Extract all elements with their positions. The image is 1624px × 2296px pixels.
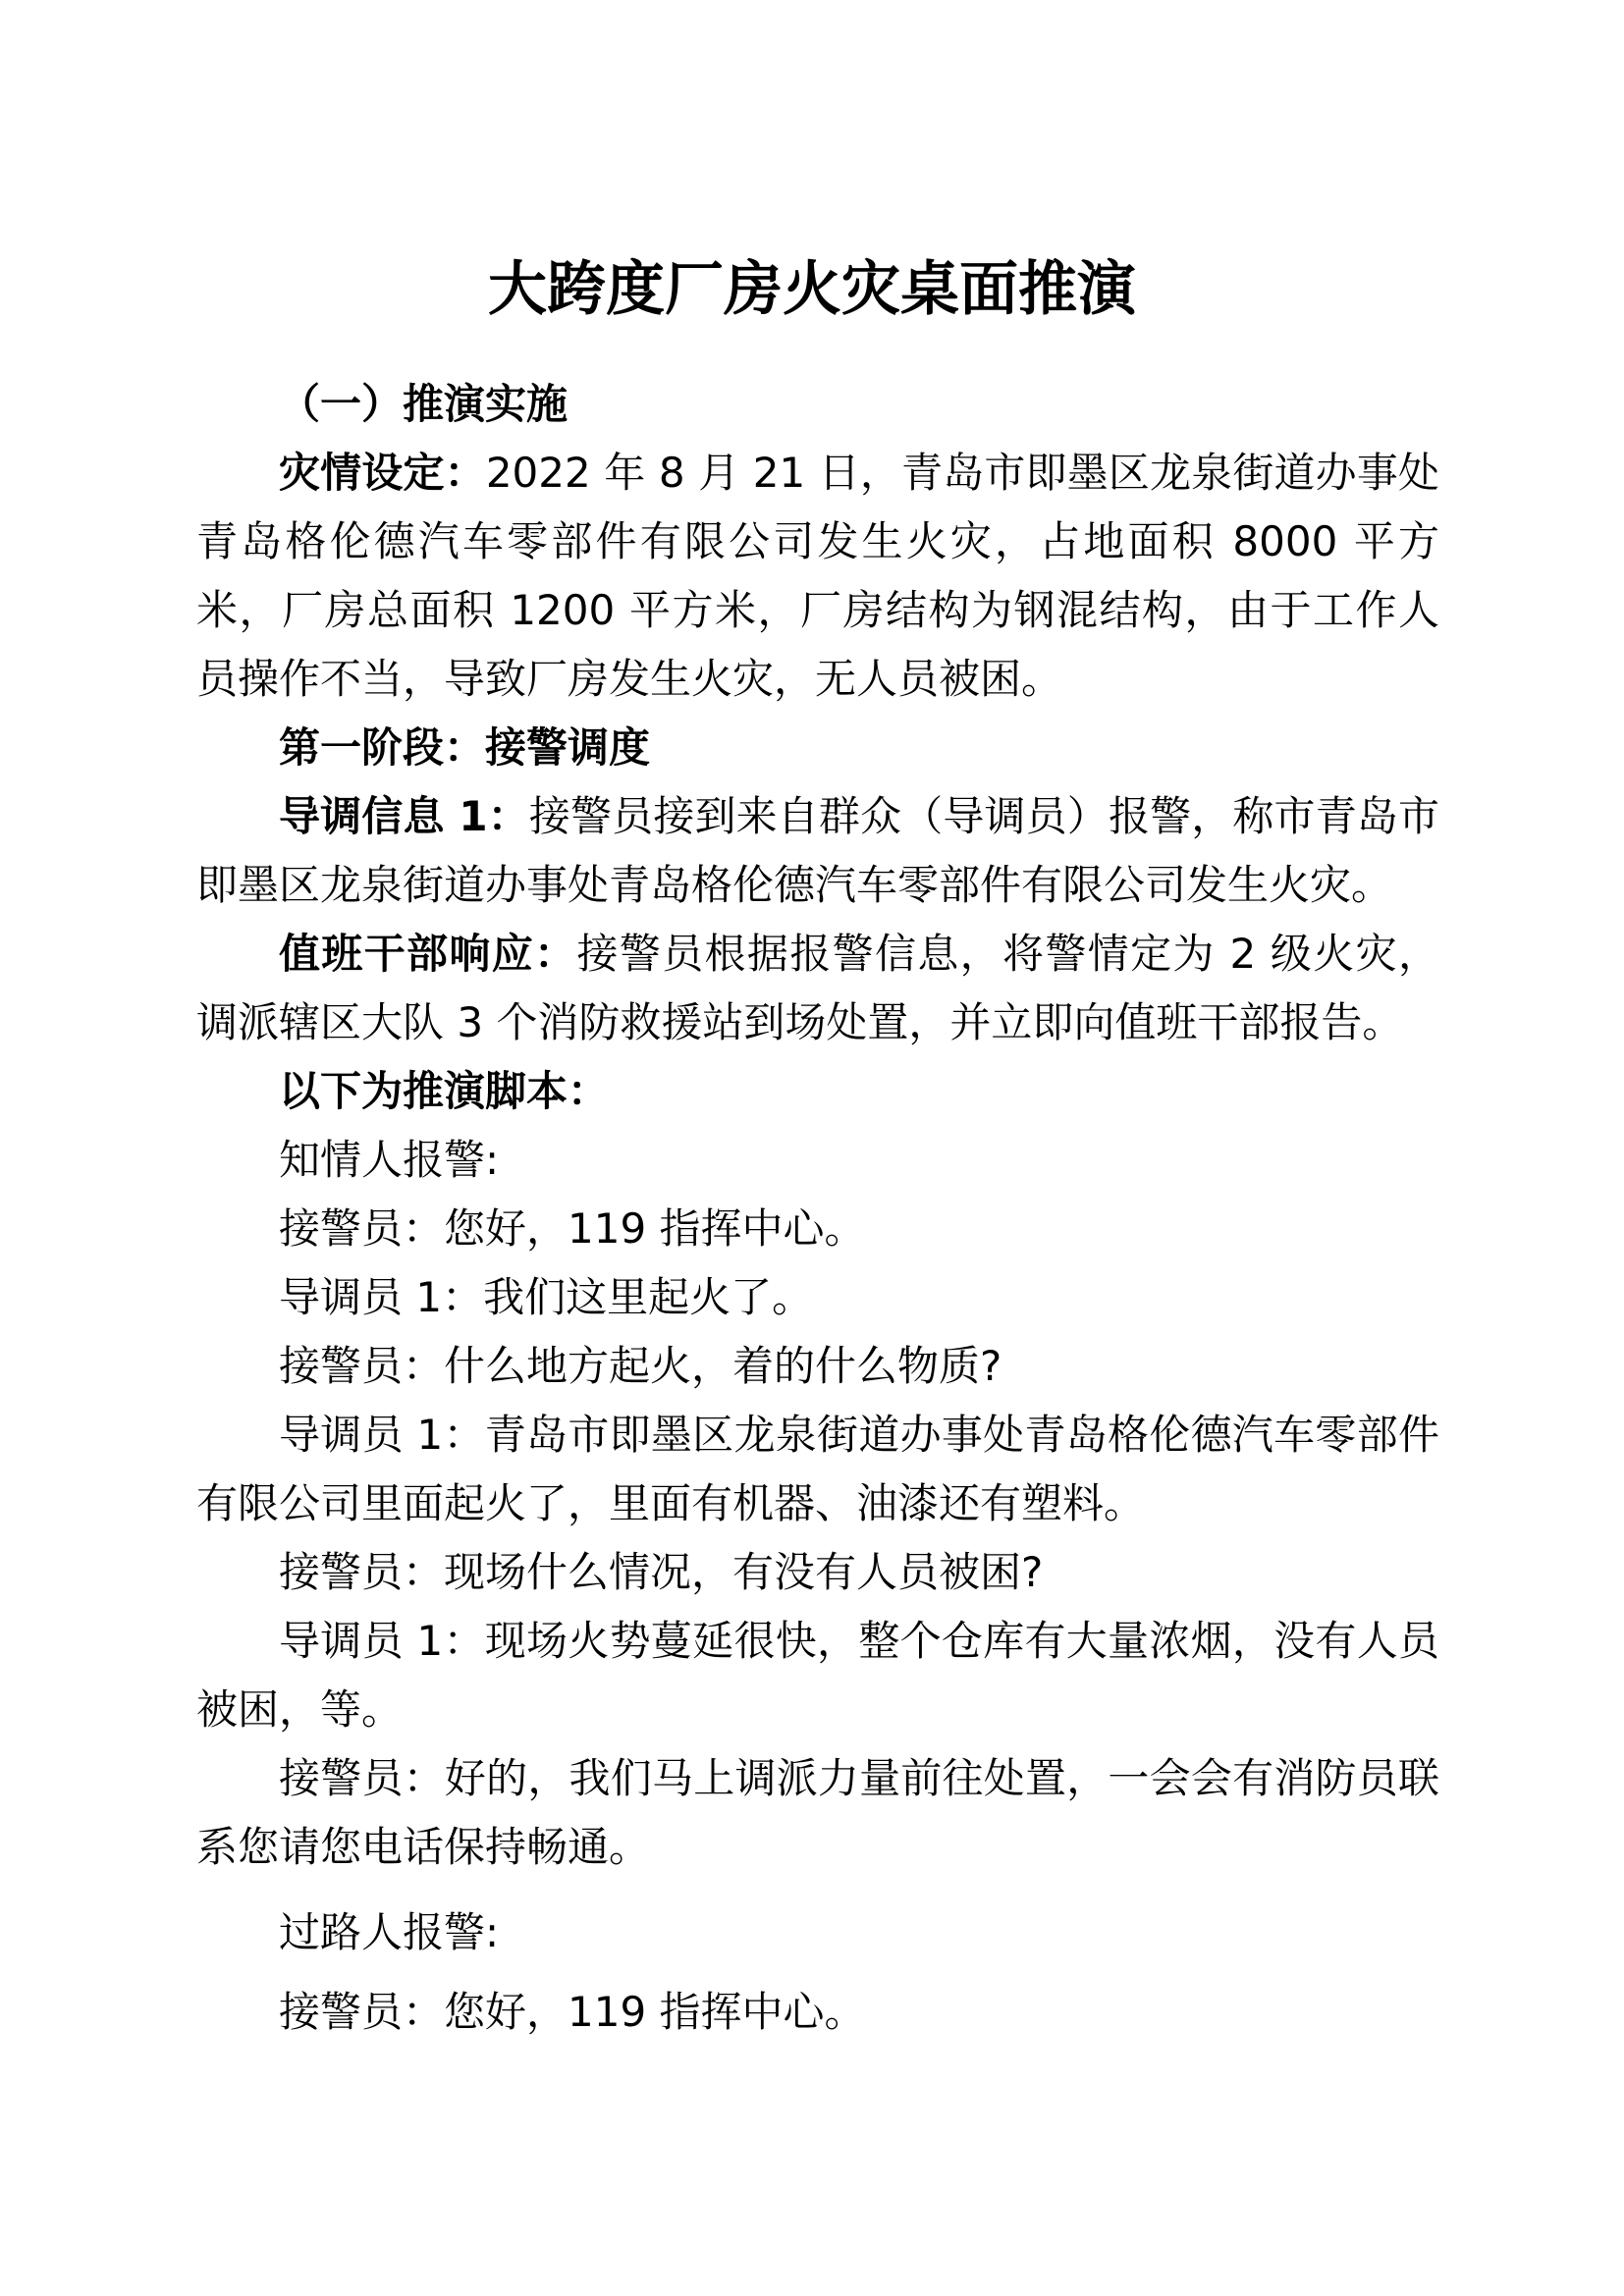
scenario-label: 灾情设定： xyxy=(279,449,486,497)
scenario-text: 2022 年 8 月 21 日，青岛市即墨区龙泉街道办事处青岛格伦德汽车零部件有限公司发生火灾，占地面积 8000 平方米，厂房总面积 1200 平方米，厂房结构为钢混结构，由于工作人员操作不当，导致厂房发生火灾，无人员被困。 xyxy=(196,449,1439,703)
document-title: 大跨度厂房火灾桌面推演 xyxy=(488,255,1136,325)
script-line: 接警员：现场什么情况，有没有人员被困? xyxy=(279,1548,1044,1596)
duty-response-label: 值班干部响应： xyxy=(279,930,577,978)
script-line: 导调员 1：现场火势蔓延很快，整个仓库有大量浓烟，没有人员被困，等。 xyxy=(196,1617,1439,1734)
script-line: 知情人报警: xyxy=(279,1136,500,1184)
script-line: 导调员 1：青岛市即墨区龙泉街道办事处青岛格伦德汽车零部件有限公司里面起火了，里面有机器、油漆还有塑料。 xyxy=(196,1411,1439,1527)
stage-heading-text: 第一阶段：接警调度 xyxy=(279,723,651,772)
duty-response-paragraph xyxy=(196,920,1439,1057)
scenario-paragraph xyxy=(196,439,1439,714)
script-heading-text: 以下为推演脚本： xyxy=(279,1067,610,1115)
script-line: 接警员：什么地方起火，着的什么物质? xyxy=(279,1342,1002,1390)
guide-info-label: 导调信息 1： xyxy=(279,792,529,840)
guide-info-paragraph xyxy=(196,782,1439,920)
guide-info-text: 接警员接到来自群众（导调员）报警，称市青岛市即墨区龙泉街道办事处青岛格伦德汽车零部件有限公司发生火灾。 xyxy=(196,792,1439,909)
duty-response-text: 接警员根据报警信息，将警情定为 2 级火灾，调派辖区大队 3 个消防救援站到场处置，并立即向值班干部报告。 xyxy=(196,930,1439,1046)
script-line: 导调员 1：我们这里起火了。 xyxy=(279,1273,814,1321)
section-heading-text: （一）推演实施 xyxy=(279,380,568,428)
script-line: 过路人报警: xyxy=(279,1908,500,1956)
script-heading xyxy=(196,1057,1439,1126)
document-body xyxy=(196,370,1439,2047)
script-line: 接警员：您好，119 指挥中心。 xyxy=(279,1204,866,1253)
script-line: 接警员：好的，我们马上调派力量前往处置，一会会有消防员联系您请您电话保持畅通。 xyxy=(196,1754,1439,1871)
script-line: 接警员：您好，119 指挥中心。 xyxy=(279,1988,866,2036)
section-heading xyxy=(196,370,1439,439)
stage-heading xyxy=(196,714,1439,782)
